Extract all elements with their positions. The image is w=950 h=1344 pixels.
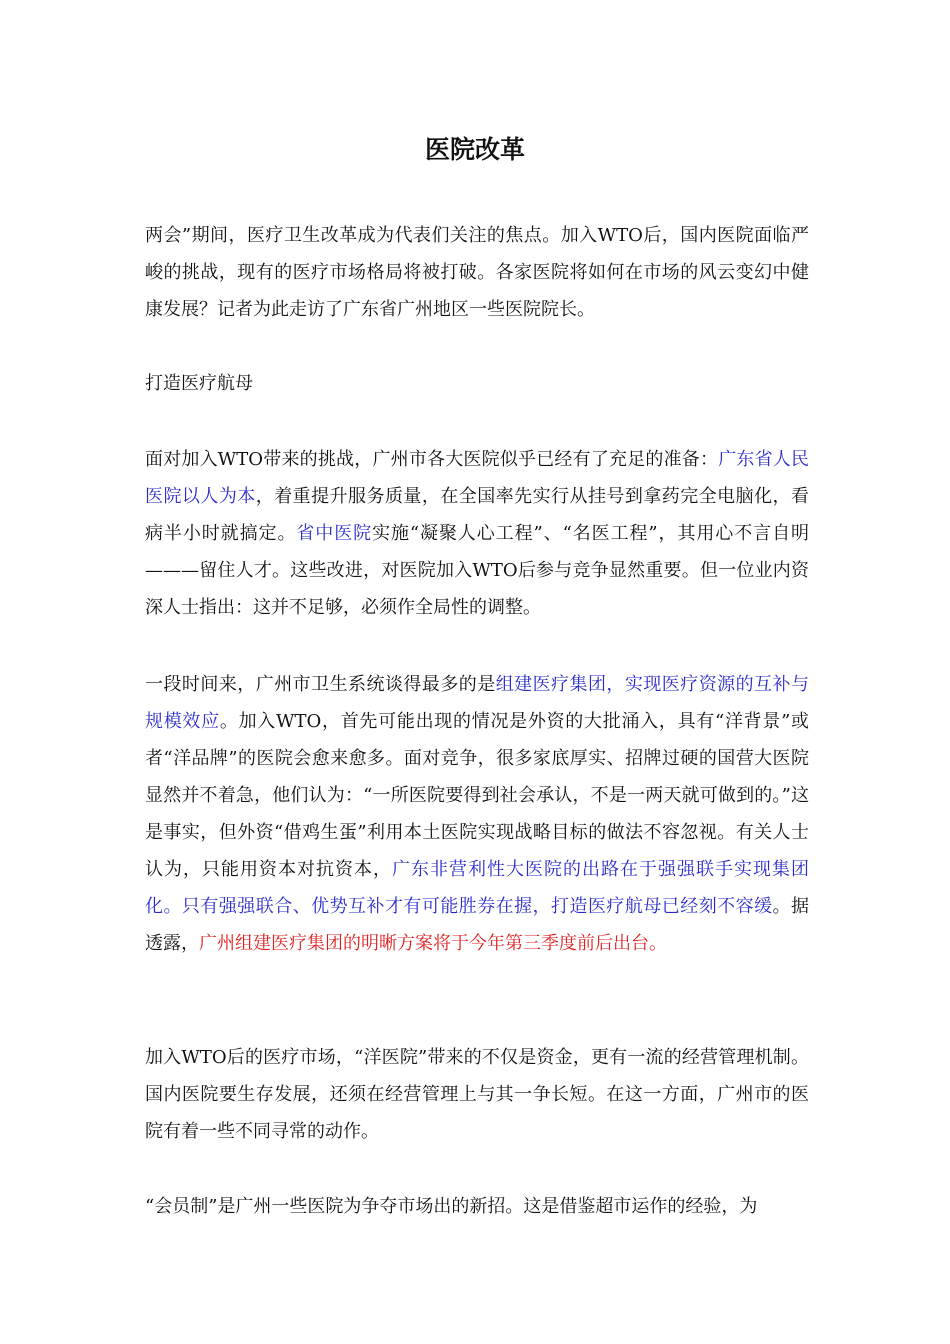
link-provincial-tcm-hospital[interactable]: 省中医院 — [296, 523, 373, 544]
link-guangdong-peoples-hospital[interactable]: 广东省人民医院以人为本 — [145, 449, 809, 507]
section-heading: 打造医疗航母 — [145, 373, 253, 394]
paragraph-preparation — [145, 441, 809, 626]
para3-text-2: 。加入WTO，首先可能出现的情况是外资的大批涌入，具有“洋背景”或者“洋品牌”的医院会愈来愈多。面对竞争，很多家底厚实、招牌过硬的国营大医院显然并不着急，他们认为：“一所医院要得到社会承认，不是一两天就可做到的。”这是事实，但外资“借鸡生蛋”利用本土医院实现战略目标的做法不容忽视。有关人士认为，只能用资本对抗资本， — [145, 711, 810, 880]
paragraph-management: 加入WTO后的医疗市场，“洋医院”带来的不仅是资金，更有一流的经营管理机制。国内医院要生存发展，还须在经营管理上与其一争长短。在这一方面，广州市的医院有着一些不同寻常的动作。 — [145, 1047, 809, 1142]
para3-text-3: 。据透露， — [145, 896, 810, 954]
document-title: 医院改革 — [424, 135, 525, 164]
paragraph-membership: “会员制”是广州一些医院为争夺市场出的新招。这是借鉴超市运作的经验，为 — [145, 1196, 758, 1217]
paragraph-medical-group — [145, 666, 809, 962]
intro-paragraph: 两会”期间，医疗卫生改革成为代表们关注的焦点。加入WTO后，国内医院面临严峻的挑战，现有的医疗市场格局将被打破。各家医院将如何在市场的风云变幻中健康发展？记者为此走访了广东省广州地区一些医院院长。 — [145, 225, 809, 320]
para2-text-2: ，着重提升服务质量，在全国率先实行从挂号到拿药完全电脑化，看病半小时就搞定。 — [145, 486, 810, 544]
link-build-medical-group[interactable]: 组建医疗集团，实现医疗资源的互补与规模效应 — [145, 674, 810, 732]
link-nonprofit-hospital-future[interactable]: 广东非营利性大医院的出路在于强强联手实现集团化。只有强强联合、优势互补才有可能胜券在握，打造医疗航母已经刻不容缓 — [145, 859, 809, 917]
para2-text-1: 面对加入WTO带来的挑战，广州市各大医院似乎已经有了充足的准备： — [145, 449, 719, 470]
para2-text-3: 实施“凝聚人心工程”、“名医工程”，其用心不言自明———留住人才。这些改进，对医院加入WTO后参与竞争显然重要。但一位业内资深人士指出：这并不足够，必须作全局性的调整。 — [145, 523, 809, 618]
para3-text-1: 一段时间来，广州市卫生系统谈得最多的是 — [145, 674, 496, 695]
highlight-group-plan: 广州组建医疗集团的明晰方案将于今年第三季度前后出台。 — [199, 933, 667, 954]
